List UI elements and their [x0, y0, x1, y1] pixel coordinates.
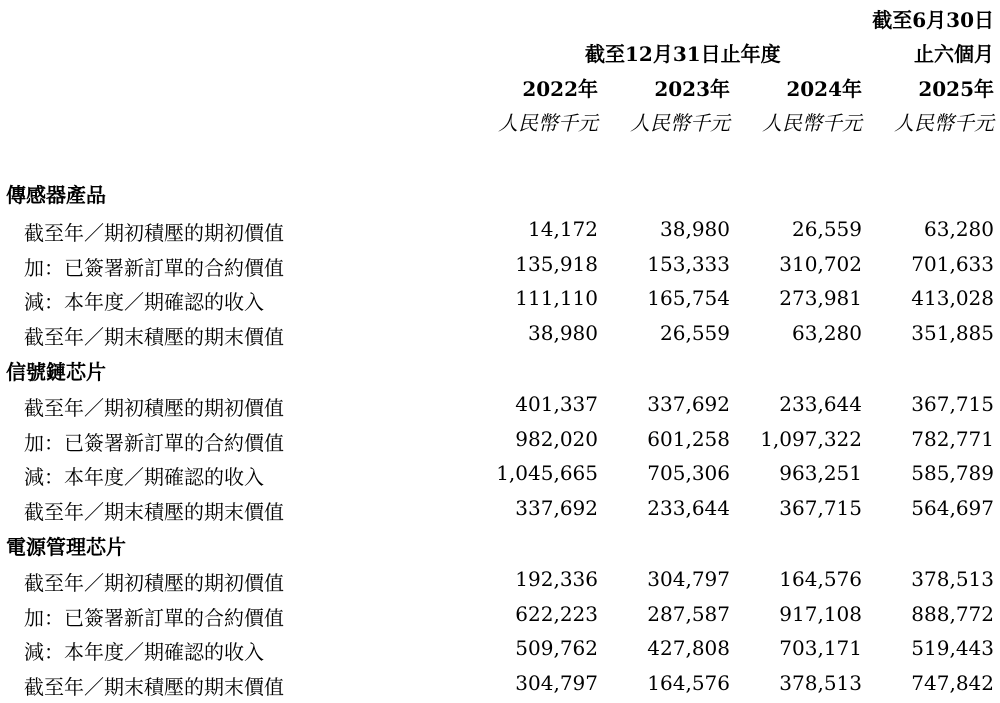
year-header-2023: 2023年 [654, 77, 730, 101]
unit-label-2023: 人民幣千元 [630, 111, 730, 135]
value-2023: 601,258 [647, 427, 730, 451]
table-row [0, 492, 1000, 526]
value-2022: 192,336 [515, 567, 598, 591]
row-label: 減：本年度／期確認的收入 [24, 465, 264, 489]
table-row [0, 388, 1000, 422]
value-2024: 378,513 [779, 671, 862, 695]
section-title: 傳感器產品 [6, 183, 106, 207]
value-2025: 63,280 [924, 217, 994, 241]
half-year-header-line2: 止六個月 [914, 42, 994, 66]
year-header-2025: 2025年 [918, 77, 994, 101]
value-2022: 14,172 [528, 217, 598, 241]
value-2025: 413,028 [911, 286, 994, 310]
value-2023: 427,808 [647, 636, 730, 660]
value-2024: 703,171 [779, 636, 862, 660]
value-2025: 519,443 [911, 636, 994, 660]
table-row [0, 457, 1000, 491]
value-2025: 367,715 [911, 392, 994, 416]
value-2024: 164,576 [779, 567, 862, 591]
unit-label-2025: 人民幣千元 [894, 111, 994, 135]
fiscal-year-header: 截至12月31日止年度 [585, 42, 781, 66]
table-row [0, 317, 1000, 351]
table-row [0, 282, 1000, 316]
value-2025: 351,885 [911, 321, 994, 345]
value-2022: 337,692 [515, 496, 598, 520]
value-2024: 233,644 [779, 392, 862, 416]
value-2023: 165,754 [647, 286, 730, 310]
value-2024: 917,108 [779, 602, 862, 626]
value-2024: 367,715 [779, 496, 862, 520]
row-label: 減：本年度／期確認的收入 [24, 290, 264, 314]
section-title-row [0, 352, 1000, 386]
value-2024: 1,097,322 [760, 427, 862, 451]
unit-label-2024: 人民幣千元 [762, 111, 862, 135]
year-header-2022: 2022年 [522, 77, 598, 101]
value-2022: 509,762 [515, 636, 598, 660]
table-row [0, 248, 1000, 282]
value-2025: 747,842 [911, 671, 994, 695]
table-row [0, 632, 1000, 666]
value-2024: 63,280 [792, 321, 862, 345]
value-2025: 888,772 [911, 602, 994, 626]
section-title-row [0, 175, 1000, 209]
value-2024: 963,251 [779, 461, 862, 485]
value-2022: 401,337 [515, 392, 598, 416]
row-label: 截至年／期初積壓的期初價值 [24, 571, 284, 595]
value-2023: 26,559 [660, 321, 730, 345]
value-2025: 782,771 [911, 427, 994, 451]
value-2025: 585,789 [911, 461, 994, 485]
row-label: 加：已簽署新訂單的合約價值 [24, 606, 284, 630]
value-2022: 1,045,665 [496, 461, 598, 485]
half-year-header-line1: 截至6月30日 [872, 8, 994, 32]
row-label: 截至年／期初積壓的期初價值 [24, 396, 284, 420]
value-2023: 153,333 [647, 252, 730, 276]
value-2023: 233,644 [647, 496, 730, 520]
value-2025: 378,513 [911, 567, 994, 591]
value-2023: 164,576 [647, 671, 730, 695]
row-label: 加：已簽署新訂單的合約價值 [24, 256, 284, 280]
row-label: 截至年／期末積壓的期末價值 [24, 500, 284, 524]
value-2024: 26,559 [792, 217, 862, 241]
table-row [0, 563, 1000, 597]
value-2025: 564,697 [911, 496, 994, 520]
value-2025: 701,633 [911, 252, 994, 276]
section-title: 信號鏈芯片 [6, 360, 106, 384]
row-label: 加：已簽署新訂單的合約價值 [24, 431, 284, 455]
table-row [0, 667, 1000, 701]
table-row [0, 423, 1000, 457]
section-title-row [0, 527, 1000, 561]
row-label: 減：本年度／期確認的收入 [24, 640, 264, 664]
table-row [0, 213, 1000, 247]
value-2023: 337,692 [647, 392, 730, 416]
value-2023: 304,797 [647, 567, 730, 591]
row-label: 截至年／期末積壓的期末價值 [24, 675, 284, 699]
value-2023: 38,980 [660, 217, 730, 241]
value-2022: 38,980 [528, 321, 598, 345]
unit-label-2022: 人民幣千元 [498, 111, 598, 135]
table-row [0, 598, 1000, 632]
value-2022: 622,223 [515, 602, 598, 626]
row-label: 截至年／期初積壓的期初價值 [24, 221, 284, 245]
value-2022: 982,020 [515, 427, 598, 451]
value-2024: 310,702 [779, 252, 862, 276]
value-2023: 705,306 [647, 461, 730, 485]
row-label: 截至年／期末積壓的期末價值 [24, 325, 284, 349]
value-2024: 273,981 [779, 286, 862, 310]
value-2022: 135,918 [515, 252, 598, 276]
value-2022: 304,797 [515, 671, 598, 695]
year-header-2024: 2024年 [786, 77, 862, 101]
value-2022: 111,110 [515, 286, 598, 310]
section-title: 電源管理芯片 [6, 535, 126, 559]
value-2023: 287,587 [647, 602, 730, 626]
